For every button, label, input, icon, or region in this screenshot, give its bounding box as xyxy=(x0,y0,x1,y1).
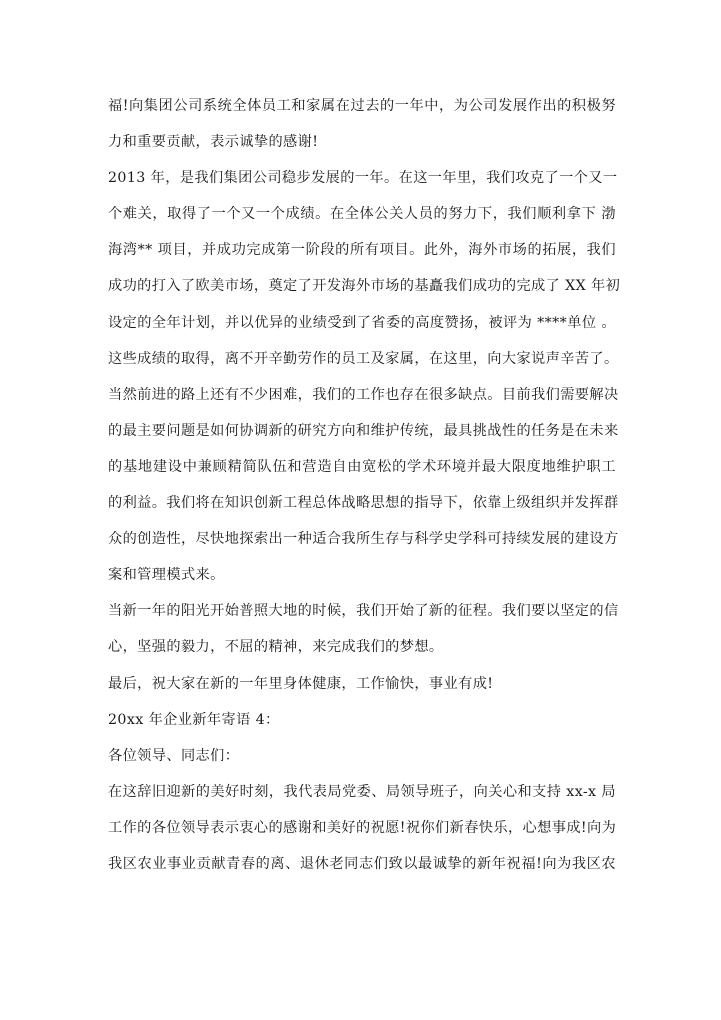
text-line: 当新一年的阳光开始普照大地的时候，我们开始了新的征程。我们要以坚定的信 xyxy=(108,603,619,620)
text-line: 心，坚强的毅力，不屈的精神，来完成我们的梦想。 xyxy=(108,639,444,656)
text-line: 海湾** 项目，并成功完成第一阶段的所有项目。此外，海外市场的拓展，我们 xyxy=(108,242,616,259)
text-line: 众的创造性，尽快地探索出一种适合我所生存与科学史学科可持续发展的建设方 xyxy=(108,531,619,548)
text-line: 20xx 年企业新年寄语 4： xyxy=(108,711,280,728)
text-line: 的利益。我们将在知识创新工程总体战略思想的指导下，依靠上级组织并发挥群 xyxy=(108,495,619,512)
text-line: 2013 年，是我们集团公司稳步发展的一年。在这一年里，我们攻克了一个又一 xyxy=(108,170,618,187)
text-line: 工作的各位领导表示衷心的感谢和美好的祝愿!祝你们新春快乐，心想事成!向为 xyxy=(108,819,617,836)
text-line: 的最主要问题是如何协调新的研究方向和维护传统，最具挑战性的任务是在未来 xyxy=(108,422,619,439)
text-line: 这些成绩的取得，离不开辛勤劳作的员工及家属，在这里，向大家说声辛苦了。 xyxy=(108,350,619,367)
text-line: 在这辞旧迎新的美好时刻，我代表局党委、局领导班子，向关心和支持 xx-x 局 xyxy=(108,783,616,800)
text-line: 福!向集团公司系统全体员工和家属在过去的一年中，为公司发展作出的积极努 xyxy=(108,98,616,114)
text-line: 成功的打入了欧美市场，奠定了开发海外市场的基矗我们成功的完成了 XX 年初 xyxy=(108,278,621,295)
text-line: 当然前进的路上还有不少困难，我们的工作也存在很多缺点。目前我们需要解决 xyxy=(108,386,619,403)
text-line: 的基地建设中兼顾精简队伍和营造自由宽松的学术环境并最大限度地维护职工 xyxy=(108,458,616,475)
text-line: 设定的全年计划，并以优异的业绩受到了省委的高度赞扬，被评为 ****单位 。 xyxy=(108,314,616,331)
text-line: 我区农业事业贡献青春的离、退休老同志们致以最诚挚的新年祝福!向为我区农 xyxy=(108,855,616,872)
text-line: 案和管理模式来。 xyxy=(108,567,225,584)
text-line: 最后，祝大家在新的一年里身体健康，工作愉快，事业有成! xyxy=(108,675,494,692)
text-line: 个难关，取得了一个又一个成绩。在全体公关人员的努力下，我们顺利拿下 渤 xyxy=(108,206,616,223)
text-line: 各位领导、同志们： xyxy=(108,747,240,764)
document-body xyxy=(108,88,621,882)
text-line: 力和重要贡献，表示诚挚的感谢! xyxy=(108,134,319,151)
